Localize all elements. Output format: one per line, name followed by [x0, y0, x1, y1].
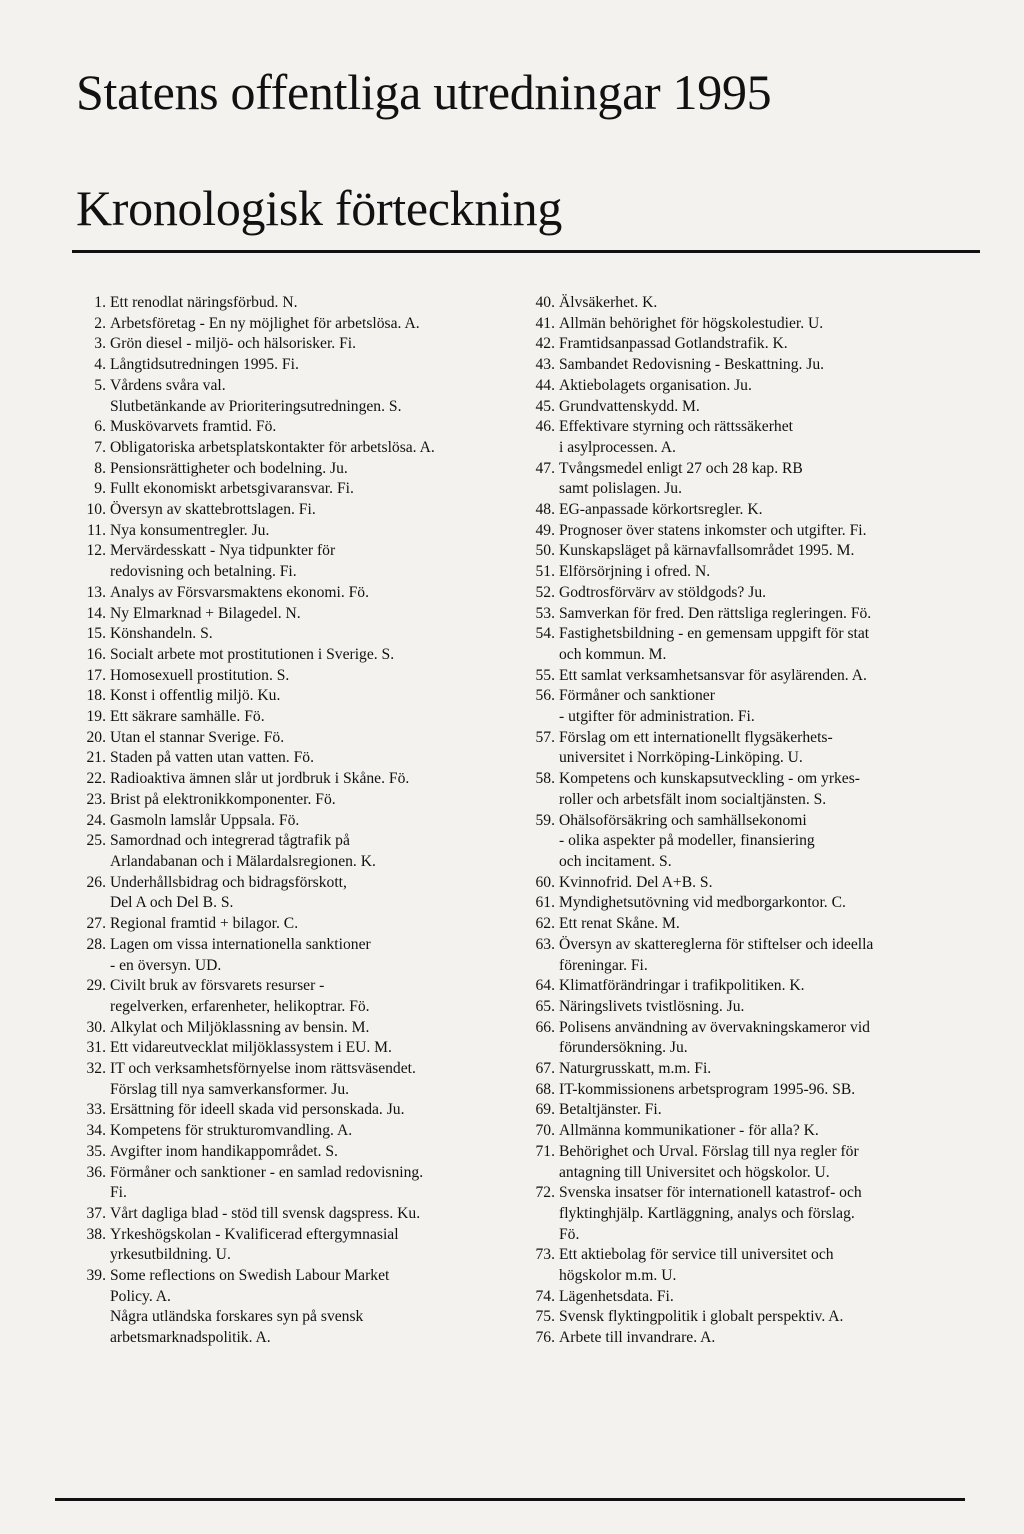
item-title: Effektivare styrning och rättssäkerhet i asylprocessen. A. — [559, 418, 793, 456]
list-item — [60, 1163, 510, 1204]
item-number: 42. — [535, 335, 555, 353]
list-item — [515, 1142, 975, 1183]
list-item — [60, 935, 510, 976]
item-number: 7. — [94, 438, 106, 456]
list-item — [60, 748, 510, 769]
item-title: Prognoser över statens inkomster och utgifter. Fi. — [559, 521, 867, 539]
item-title: Yrkeshögskolan - Kvalificerad eftergymnasial yrkesutbildning. U. — [110, 1225, 399, 1264]
list-item — [515, 1307, 975, 1328]
item-title: Ett renat Skåne. M. — [559, 915, 680, 933]
list-item — [60, 1038, 510, 1059]
item-number: 52. — [535, 583, 555, 601]
item-number: 23. — [86, 790, 106, 808]
list-item — [515, 976, 975, 997]
list-item — [60, 417, 510, 438]
item-number: 3. — [94, 335, 106, 353]
item-number: 20. — [86, 728, 106, 746]
item-title: Nya konsumentregler. Ju. — [110, 521, 270, 539]
list-item — [515, 873, 975, 894]
item-number: 12. — [86, 542, 106, 560]
item-title: Elförsörjning i ofred. N. — [559, 563, 711, 581]
item-number: 72. — [535, 1184, 555, 1202]
item-title: Könshandeln. S. — [110, 625, 213, 643]
list-item — [515, 893, 975, 914]
item-number: 21. — [86, 749, 106, 767]
item-number: 53. — [535, 604, 555, 622]
section-title: Kronologisk förteckning — [76, 180, 563, 236]
item-title: Ett renodlat näringsförbud. N. — [110, 294, 298, 311]
item-title: Socialt arbete mot prostitutionen i Sverige. S. — [110, 645, 395, 663]
item-number: 1. — [94, 294, 106, 311]
item-number: 31. — [86, 1039, 106, 1057]
list-item — [515, 1183, 975, 1245]
left-column-list — [60, 293, 510, 1349]
list-item — [60, 769, 510, 790]
item-number: 2. — [94, 314, 106, 332]
list-item — [515, 728, 975, 769]
item-number: 14. — [86, 604, 106, 622]
item-title: Pensionsrättigheter och bodelning. Ju. — [110, 459, 348, 477]
item-number: 49. — [535, 521, 555, 539]
item-title: Kvinnofrid. Del A+B. S. — [559, 873, 713, 891]
item-number: 54. — [535, 625, 555, 643]
item-number: 67. — [535, 1060, 555, 1078]
item-title: Myndighetsutövning vid medborgarkontor. C. — [559, 894, 846, 912]
item-number: 17. — [86, 666, 106, 684]
item-title: Ersättning för ideell skada vid personskada. Ju. — [110, 1101, 405, 1119]
list-item — [515, 521, 975, 542]
item-title: Förslag om ett internationellt flygsäkerhets- universitet i Norrköping-Linköping. U. — [559, 728, 833, 767]
item-title: Brist på elektronikkomponenter. Fö. — [110, 790, 336, 808]
list-item — [60, 500, 510, 521]
list-item — [515, 769, 975, 810]
list-item — [60, 976, 510, 1017]
list-item — [515, 562, 975, 583]
item-number: 13. — [86, 583, 106, 601]
item-number: 39. — [86, 1267, 106, 1285]
list-item — [515, 583, 975, 604]
list-item — [515, 811, 975, 873]
item-title: Ett vidareutvecklat miljöklassystem i EU. M. — [110, 1039, 392, 1057]
item-number: 41. — [535, 314, 555, 332]
item-number: 44. — [535, 376, 555, 394]
list-item — [515, 604, 975, 625]
item-title: Tvångsmedel enligt 27 och 28 kap. RB samt polislagen. Ju. — [559, 459, 803, 498]
item-title: Aktiebolagets organisation. Ju. — [559, 376, 752, 394]
item-number: 47. — [535, 459, 555, 477]
list-item — [60, 1204, 510, 1225]
item-number: 71. — [535, 1142, 555, 1160]
item-number: 48. — [535, 501, 555, 519]
item-title: Behörighet och Urval. Förslag till nya regler för antagning till Universitet och högskolor. U. — [559, 1142, 859, 1181]
item-title: Ohälsoförsäkring och samhällsekonomi - olika aspekter på modeller, finansiering och incitament. S. — [559, 811, 815, 870]
item-number: 27. — [86, 915, 106, 933]
list-item — [515, 541, 975, 562]
item-number: 28. — [86, 935, 106, 953]
item-title: IT-kommissionens arbetsprogram 1995-96. SB. — [559, 1080, 856, 1098]
list-item — [515, 500, 975, 521]
item-number: 4. — [94, 356, 106, 374]
item-title: Grön diesel - miljö- och hälsorisker. Fi. — [110, 335, 356, 353]
item-number: 36. — [86, 1163, 106, 1181]
list-item — [60, 728, 510, 749]
item-title: Fastighetsbildning - en gemensam uppgift för stat och kommun. M. — [559, 625, 870, 663]
item-title: Regional framtid + bilagor. C. — [110, 915, 299, 933]
item-title: Långtidsutredningen 1995. Fi. — [110, 356, 299, 374]
list-item — [60, 666, 510, 687]
list-item — [515, 314, 975, 335]
list-item — [60, 790, 510, 811]
list-item — [515, 624, 975, 665]
list-item — [60, 1266, 510, 1307]
list-item — [60, 604, 510, 625]
item-title: Utan el stannar Sverige. Fö. — [110, 728, 285, 746]
item-number: 57. — [535, 728, 555, 746]
item-title: Kompetens och kunskapsutveckling - om yrkes- roller och arbetsfält inom socialtjänsten. S. — [559, 770, 860, 808]
item-note: Några utländska forskares syn på svensk arbetsmarknadspolitik. A. — [110, 1308, 364, 1347]
list-item — [515, 334, 975, 355]
item-title: Samverkan för fred. Den rättsliga regleringen. Fö. — [559, 604, 872, 622]
item-title: Konst i offentlig miljö. Ku. — [110, 687, 281, 705]
item-title: IT och verksamhetsförnyelse inom rättsväsendet. Förslag till nya samverkansformer. Ju. — [110, 1060, 416, 1098]
list-item — [60, 686, 510, 707]
item-title: Polisens användning av övervakningskameror vid förundersökning. Ju. — [559, 1018, 870, 1057]
item-title: Ett aktiebolag för service till universitet och högskolor m.m. U. — [559, 1246, 834, 1285]
list-item — [60, 541, 510, 582]
item-title: Ett säkrare samhälle. Fö. — [110, 708, 265, 726]
list-item — [515, 459, 975, 500]
item-title: Fullt ekonomiskt arbetsgivaransvar. Fi. — [110, 480, 354, 498]
item-number: 35. — [86, 1142, 106, 1160]
list-item — [60, 645, 510, 666]
item-title: Alkylat och Miljöklassning av bensin. M. — [110, 1018, 370, 1036]
list-item — [515, 1328, 975, 1349]
item-number: 37. — [86, 1204, 106, 1222]
item-number: 40. — [535, 294, 555, 311]
item-number: 16. — [86, 645, 106, 663]
item-title: Arbete till invandrare. A. — [559, 1329, 716, 1347]
item-title: Lagen om vissa internationella sanktioner - en översyn. UD. — [110, 935, 371, 974]
list-item — [60, 314, 510, 335]
item-title: Svenska insatser för internationell katastrof- och flyktinghjälp. Kartläggning, analys och förslag. Fö. — [559, 1184, 862, 1243]
item-number: 38. — [86, 1225, 106, 1243]
item-number: 73. — [535, 1246, 555, 1264]
item-title: Lägenhetsdata. Fi. — [559, 1287, 674, 1305]
item-title: Förmåner och sanktioner - utgifter för administration. Fi. — [559, 687, 755, 726]
list-item — [60, 624, 510, 645]
item-title: Underhållsbidrag och bidragsförskott, Del A och Del B. S. — [110, 873, 347, 912]
item-number: 50. — [535, 542, 555, 560]
item-title: Framtidsanpassad Gotlandstrafik. K. — [559, 335, 788, 353]
item-title: EG-anpassade körkortsregler. K. — [559, 501, 763, 519]
item-number: 43. — [535, 356, 555, 374]
item-title: Översyn av skattereglerna för stiftelser och ideella föreningar. Fi. — [559, 935, 874, 974]
list-item — [60, 1225, 510, 1266]
list-item — [60, 1100, 510, 1121]
item-title: Kompetens för strukturomvandling. A. — [110, 1122, 353, 1140]
list-item — [515, 355, 975, 376]
item-number: 76. — [535, 1329, 555, 1347]
item-title: Obligatoriska arbetsplatskontakter för arbetslösa. A. — [110, 438, 435, 456]
item-number: 9. — [94, 480, 106, 498]
list-item — [515, 1059, 975, 1080]
item-title: Allmänna kommunikationer - för alla? K. — [559, 1122, 819, 1140]
item-title: Ny Elmarknad + Bilagedel. N. — [110, 604, 301, 622]
list-item — [515, 914, 975, 935]
item-title: Kunskapsläget på kärnavfallsområdet 1995. M. — [559, 542, 855, 560]
list-item — [60, 1121, 510, 1142]
list-item — [515, 293, 975, 314]
item-title: Svensk flyktingpolitik i globalt perspektiv. A. — [559, 1308, 844, 1326]
item-number: 68. — [535, 1080, 555, 1098]
list-item — [60, 521, 510, 542]
item-number: 65. — [535, 997, 555, 1015]
item-number: 11. — [87, 521, 106, 539]
item-number: 30. — [86, 1018, 106, 1036]
item-title: Some reflections on Swedish Labour Market Policy. A. — [110, 1267, 390, 1305]
list-item — [515, 935, 975, 976]
item-title: Klimatförändringar i trafikpolitiken. K. — [559, 977, 805, 995]
item-title: Sambandet Redovisning - Beskattning. Ju. — [559, 356, 825, 374]
item-number: 26. — [86, 873, 106, 891]
item-number: 8. — [94, 459, 106, 477]
page-title: Statens offentliga utredningar 1995 — [76, 64, 772, 120]
list-item — [515, 997, 975, 1018]
list-item — [60, 355, 510, 376]
item-title: Godtrosförvärv av stöldgods? Ju. — [559, 583, 767, 601]
list-item — [515, 666, 975, 687]
list-item — [515, 1245, 975, 1286]
item-title: Civilt bruk av försvarets resurser - regelverken, erfarenheter, helikoptrar. Fö. — [110, 977, 370, 1015]
list-item — [60, 459, 510, 480]
list-item — [60, 334, 510, 355]
item-title: Ett samlat verksamhetsansvar för asylärenden. A. — [559, 666, 867, 684]
item-number: 15. — [86, 625, 106, 643]
item-number: 25. — [86, 832, 106, 850]
list-item — [60, 583, 510, 604]
item-title: Staden på vatten utan vatten. Fö. — [110, 749, 314, 767]
item-number: 69. — [535, 1101, 555, 1119]
item-number: 70. — [535, 1122, 555, 1140]
item-number: 66. — [535, 1018, 555, 1036]
list-item — [60, 831, 510, 872]
item-number: 60. — [535, 873, 555, 891]
list-item — [515, 1121, 975, 1142]
list-item — [515, 376, 975, 397]
list-item — [515, 1287, 975, 1308]
list-item — [60, 1018, 510, 1039]
item-title: Naturgrusskatt, m.m. Fi. — [559, 1060, 712, 1078]
item-number: 74. — [535, 1287, 555, 1305]
item-number: 75. — [535, 1308, 555, 1326]
item-number: 62. — [535, 915, 555, 933]
list-item — [60, 1059, 510, 1100]
item-number: 55. — [535, 666, 555, 684]
list-item — [60, 376, 510, 417]
item-title: Mervärdesskatt - Nya tidpunkter för redovisning och betalning. Fi. — [110, 542, 336, 581]
item-number: 10. — [86, 501, 106, 519]
item-title: Homosexuell prostitution. S. — [110, 666, 290, 684]
item-number: 51. — [535, 563, 555, 581]
item-number: 18. — [86, 687, 106, 705]
list-item — [515, 1018, 975, 1059]
list-item — [60, 1142, 510, 1163]
list-item — [515, 1080, 975, 1101]
item-number: 56. — [535, 687, 555, 705]
item-title: Analys av Försvarsmaktens ekonomi. Fö. — [110, 583, 370, 601]
item-number: 24. — [86, 811, 106, 829]
list-item — [515, 1100, 975, 1121]
list-item — [60, 873, 510, 914]
item-title: Förmåner och sanktioner - en samlad redovisning. Fi. — [110, 1163, 424, 1202]
list-item — [515, 397, 975, 418]
item-number: 33. — [86, 1101, 106, 1119]
item-title: Arbetsföretag - En ny möjlighet för arbetslösa. A. — [110, 314, 420, 332]
item-title: Grundvattenskydd. M. — [559, 397, 700, 415]
item-number: 64. — [535, 977, 555, 995]
item-title: Översyn av skattebrottslagen. Fi. — [110, 501, 316, 519]
item-number: 32. — [86, 1060, 106, 1078]
list-item — [60, 914, 510, 935]
list-item — [60, 707, 510, 728]
footer-divider — [55, 1498, 965, 1501]
item-title: Älvsäkerhet. K. — [559, 294, 658, 311]
item-title: Muskövarvets framtid. Fö. — [110, 418, 277, 436]
item-number: 6. — [94, 418, 106, 436]
item-title: Gasmoln lamslår Uppsala. Fö. — [110, 811, 300, 829]
item-number: 59. — [535, 811, 555, 829]
list-item — [515, 686, 975, 727]
item-number: 22. — [86, 770, 106, 788]
list-item — [515, 417, 975, 458]
item-number: 61. — [535, 894, 555, 912]
list-item — [60, 811, 510, 832]
item-number: 34. — [86, 1122, 106, 1140]
item-title: Avgifter inom handikappområdet. S. — [110, 1142, 338, 1160]
header-divider — [72, 250, 980, 253]
item-number: 29. — [86, 977, 106, 995]
item-number: 19. — [86, 708, 106, 726]
list-item — [60, 438, 510, 459]
item-number: 45. — [535, 397, 555, 415]
item-title: Radioaktiva ämnen slår ut jordbruk i Skåne. Fö. — [110, 770, 410, 788]
item-title: Betaltjänster. Fi. — [559, 1101, 662, 1119]
item-number: 63. — [535, 935, 555, 953]
item-title: Näringslivets tvistlösning. Ju. — [559, 997, 745, 1015]
list-item — [60, 293, 510, 314]
item-title: Allmän behörighet för högskolestudier. U. — [559, 314, 824, 332]
right-column-list — [515, 293, 975, 1349]
item-title: Samordnad och integrerad tågtrafik på Arlandabanan och i Mälardalsregionen. K. — [110, 832, 376, 870]
item-number: 5. — [94, 376, 106, 394]
item-number: 58. — [535, 770, 555, 788]
item-title: Vårt dagliga blad - stöd till svensk dagspress. Ku. — [110, 1204, 421, 1222]
item-number: 46. — [535, 418, 555, 436]
item-title: Vårdens svåra val. Slutbetänkande av Prioriteringsutredningen. S. — [110, 376, 402, 415]
list-item — [60, 479, 510, 500]
